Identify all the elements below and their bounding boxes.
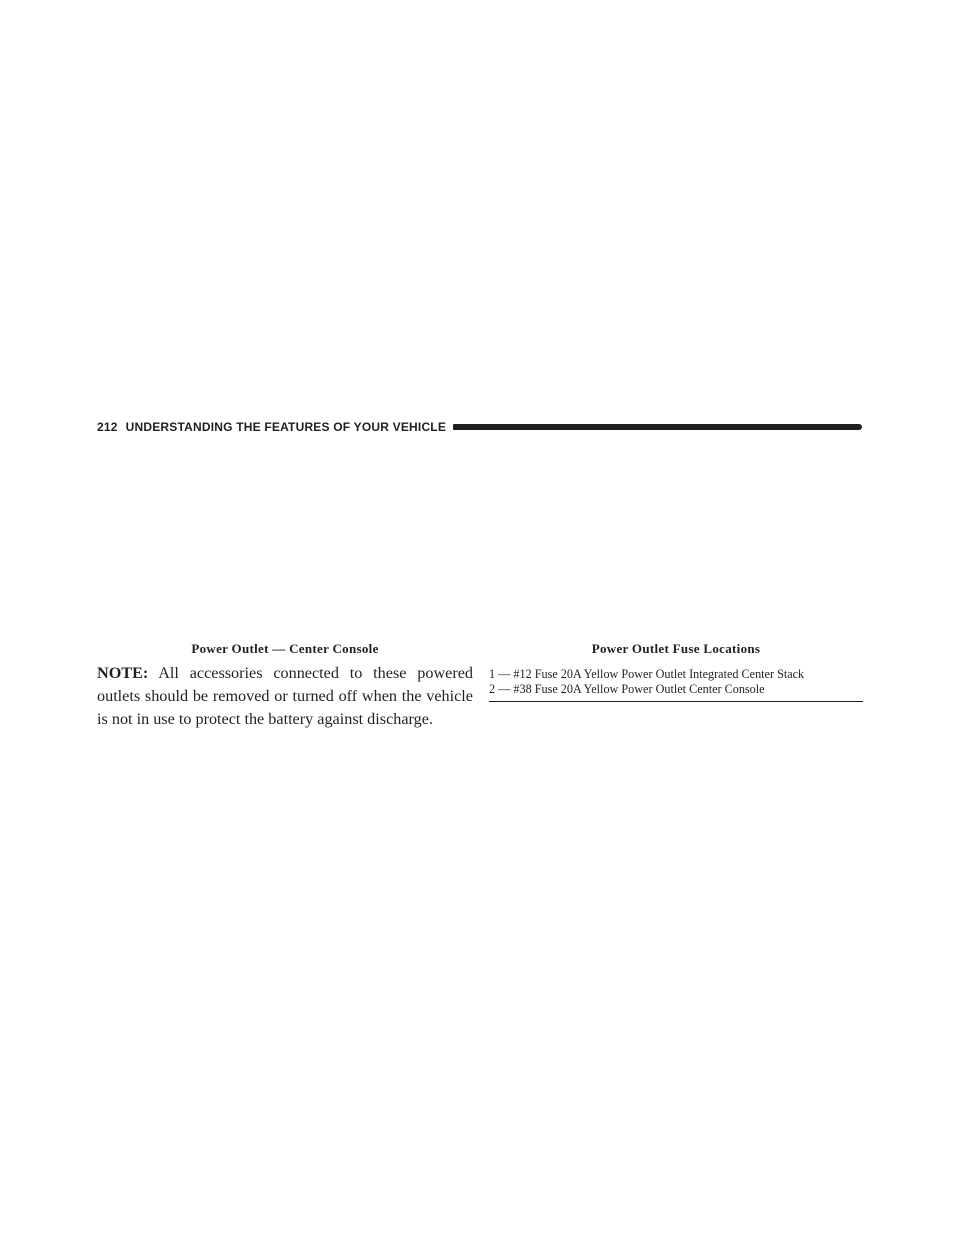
- fuse-location-item: 2 — #38 Fuse 20A Yellow Power Outlet Center Console: [489, 682, 765, 696]
- page-number: 212: [97, 420, 118, 434]
- note-paragraph: [97, 662, 473, 731]
- page-header: [97, 418, 862, 436]
- figure-caption-center-console: Power Outlet — Center Console: [191, 641, 379, 656]
- right-column: [489, 640, 863, 702]
- left-column: [97, 640, 473, 731]
- fuse-location-item: 1 — #12 Fuse 20A Yellow Power Outlet Integrated Center Stack: [489, 667, 805, 681]
- header-rule: [453, 424, 862, 430]
- note-label: NOTE:: [97, 664, 149, 682]
- note-text: All accessories connected to these powered outlets should be removed or turned off when the vehicle is not in use to protect the battery against discharge.: [97, 664, 473, 728]
- section-title: UNDERSTANDING THE FEATURES OF YOUR VEHICLE: [125, 420, 447, 434]
- fuse-location-list: [489, 667, 863, 702]
- figure-caption-fuse-locations: Power Outlet Fuse Locations: [591, 641, 761, 656]
